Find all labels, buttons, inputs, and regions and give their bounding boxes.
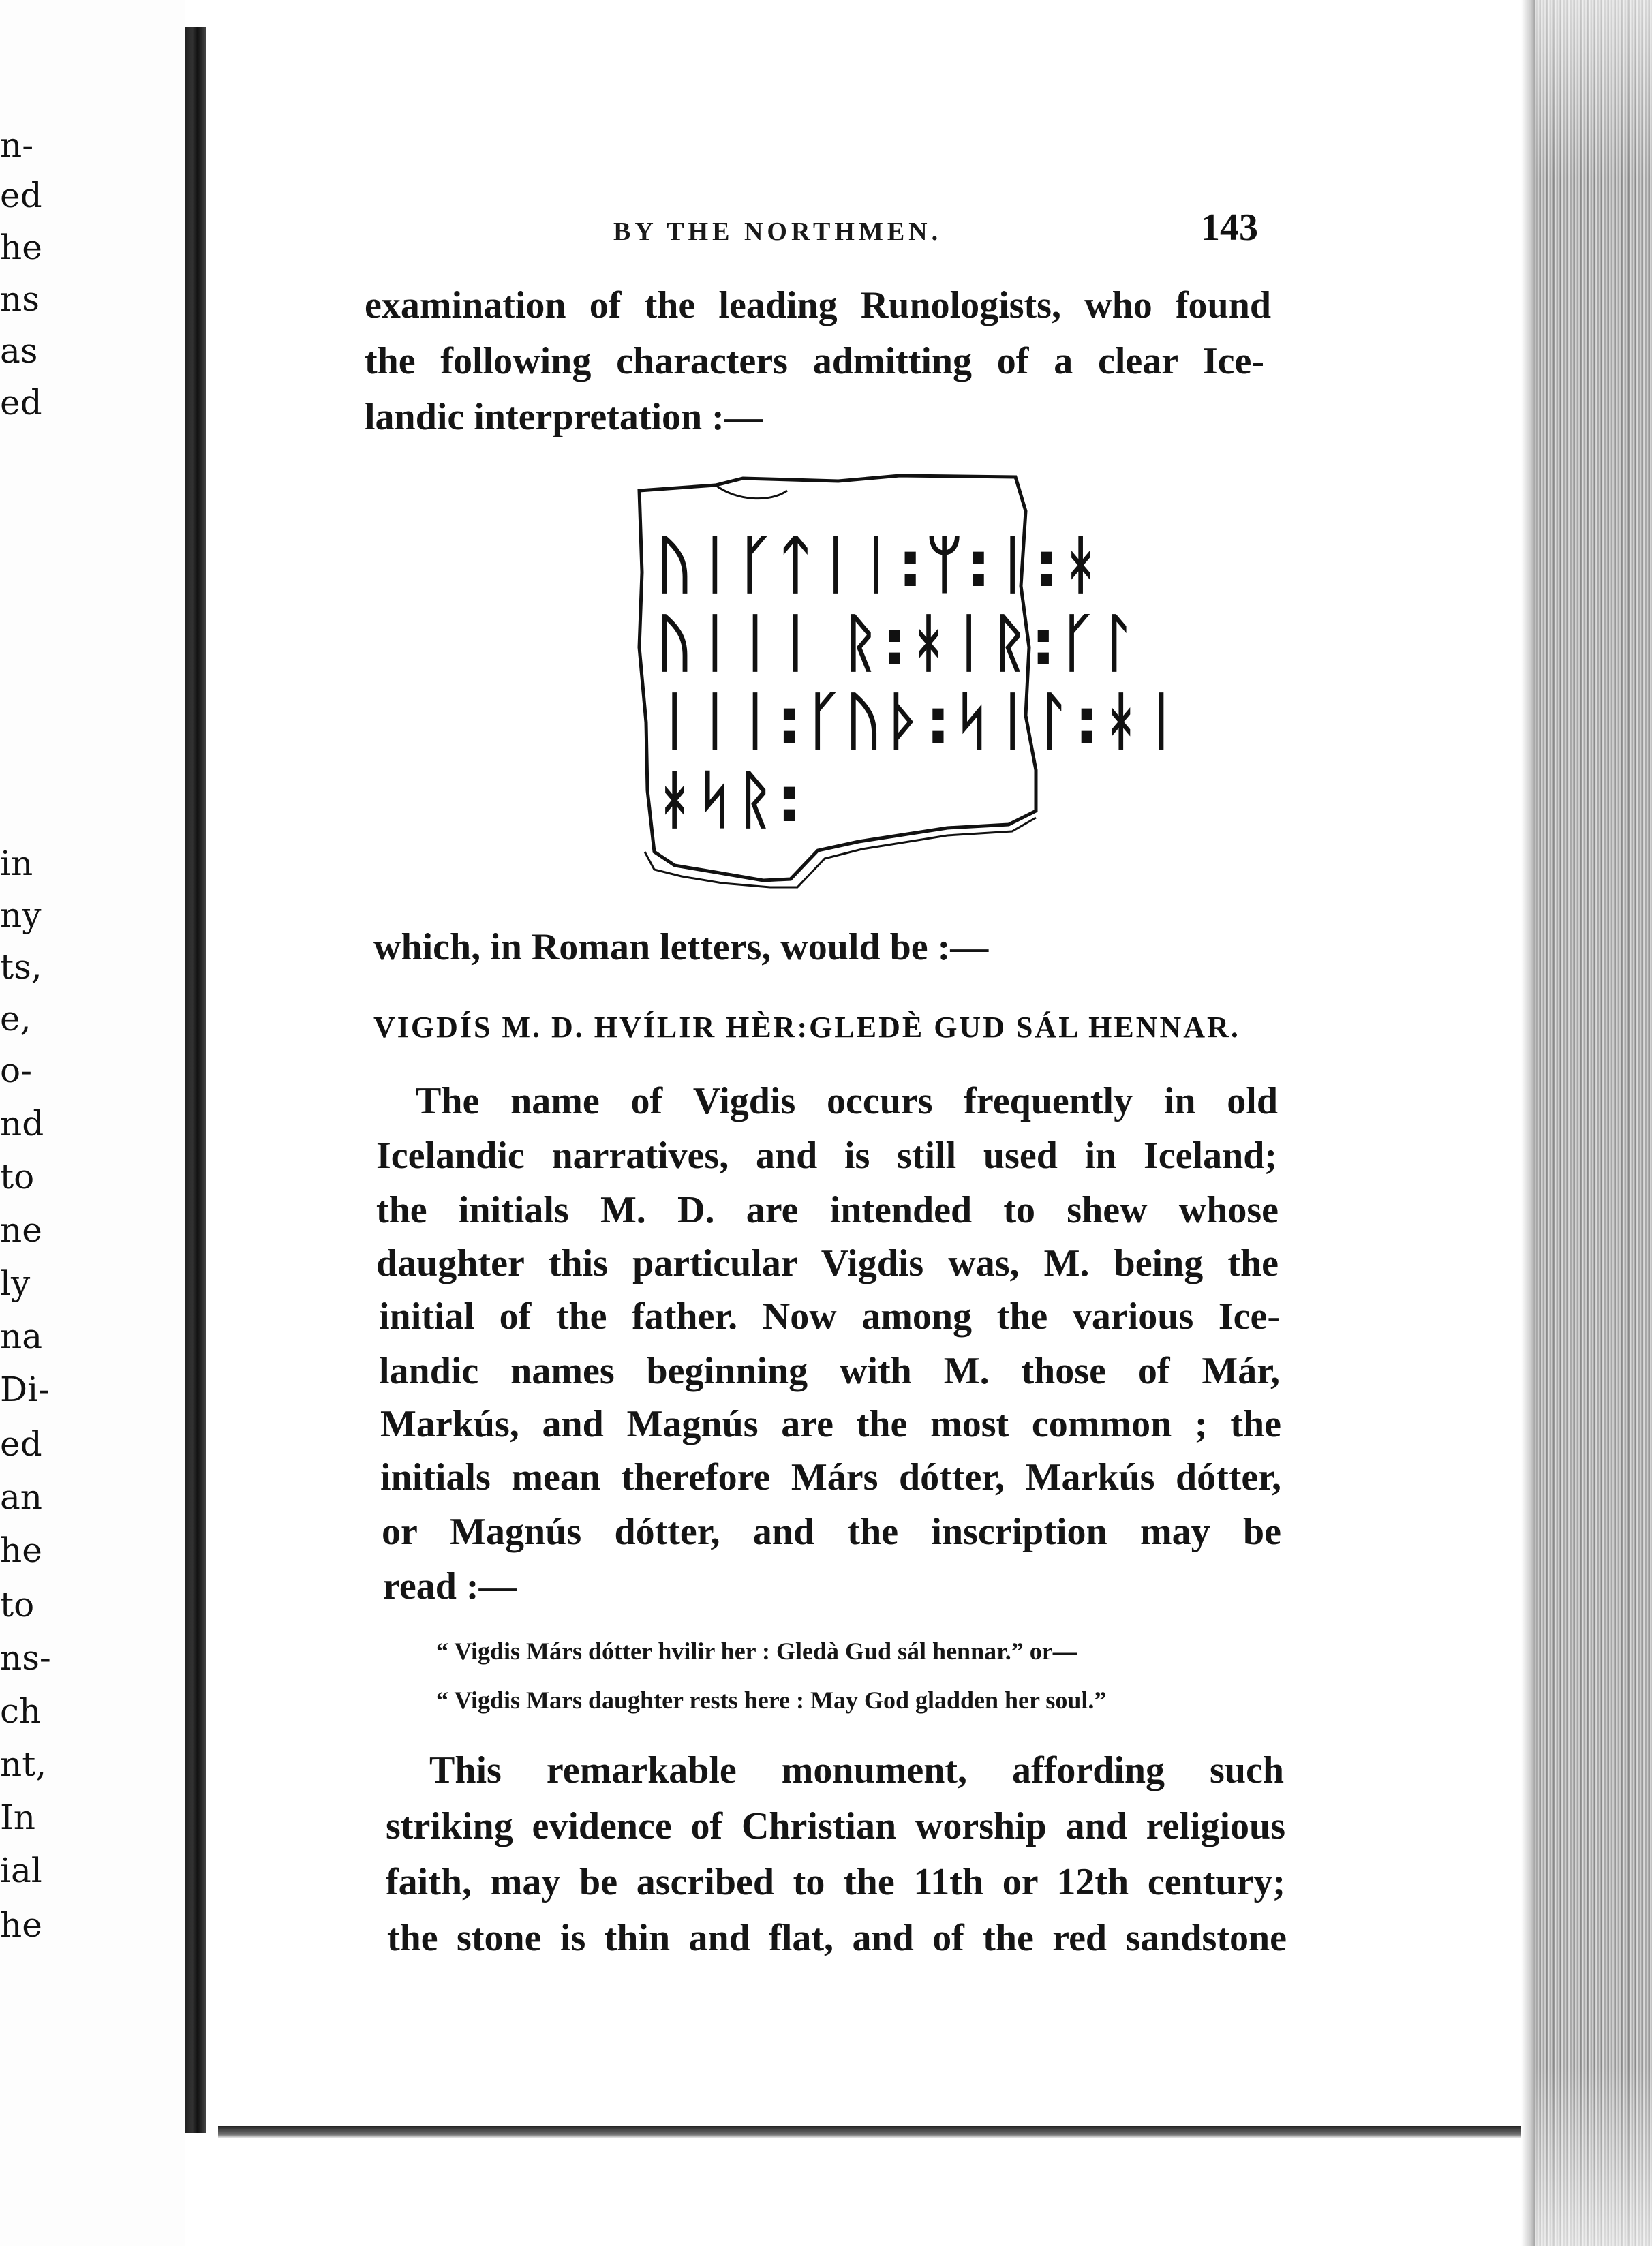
left-page-line: ch (0, 1691, 42, 1731)
left-page-line: he (0, 1530, 42, 1570)
paragraph-line: or Magnús dótter, and the inscription may be (382, 1511, 1281, 1553)
left-page-line: ts, (0, 947, 42, 987)
intro-line: landic interpretation :— (365, 396, 763, 438)
left-page-line: to (0, 1157, 35, 1197)
left-page-line: nd (0, 1104, 44, 1143)
paragraph-line: faith, may be ascribed to the 11th or 12th century; (386, 1861, 1285, 1903)
left-page-fragment (0, 0, 185, 2246)
paragraph-line: daughter this particular Vigdis was, M. being the (376, 1242, 1279, 1284)
rune-line-4: ᚼᛋᚱ: (656, 763, 805, 836)
quote-line: “ Vigdis Mars daughter rests here : May God gladden her soul.” (436, 1687, 1107, 1714)
paragraph-line: initials mean therefore Márs dótter, Markús dótter, (380, 1456, 1281, 1498)
left-page-line: ns (0, 279, 40, 319)
paragraph-line: Icelandic narratives, and is still used in Iceland; (376, 1135, 1277, 1177)
running-title: BY THE NORTHMEN. (613, 217, 943, 246)
paragraph-line: read :— (383, 1565, 517, 1607)
quote-line: “ Vigdis Márs dótter hvilir her : Gledà Gud sál hennar.” or— (436, 1637, 1077, 1665)
paragraph-line: striking evidence of Christian worship and religious (386, 1805, 1285, 1847)
left-page-line: ns- (0, 1638, 51, 1678)
paragraph-line: the stone is thin and flat, and of the red sandstone (387, 1917, 1287, 1959)
left-page-line: na (0, 1317, 43, 1356)
page-edges-highlight (1535, 0, 1652, 2246)
left-page-line: nt, (0, 1744, 47, 1784)
left-page-line: ed (0, 176, 42, 215)
paragraph-line: Markús, and Magnús are the most common ; the (380, 1403, 1281, 1445)
page-bottom-shadow (218, 2126, 1533, 2138)
left-page-line: n- (0, 125, 34, 165)
left-page-line: ed (0, 1424, 42, 1464)
rune-line-2: ᚢᛁᛁᛁ ᚱ:ᚼᛁᚱ:ᚴᛚ (656, 606, 1139, 679)
rune-line-3: ᛁᛁᛁ:ᚴᚢᚦ:ᛋᛁᛚ:ᚼᛁ (656, 685, 1183, 758)
book-gutter (185, 27, 206, 2133)
left-page-line: ed (0, 383, 42, 422)
page-number: 143 (1201, 206, 1258, 249)
left-page-line: to (0, 1585, 35, 1625)
paragraph-line: initial of the father. Now among the various Ice- (379, 1295, 1280, 1338)
intro-line: the following characters admitting of a clear Ice- (365, 340, 1264, 382)
left-page-line: ny (0, 895, 42, 935)
roman-intro: which, in Roman letters, would be :— (373, 926, 989, 968)
rune-stone-drawing (627, 470, 1183, 893)
left-page-line: ne (0, 1210, 42, 1250)
left-page-line: an (0, 1477, 43, 1517)
rune-stone-illustration (627, 470, 1183, 893)
left-page-line: Di- (0, 1370, 50, 1409)
left-page-line: In (0, 1798, 35, 1837)
left-page-line: ly (0, 1263, 31, 1303)
rune-line-1: ᚢᛁᚴᛏᛁᛁ:ᛘ:ᛁ:ᚼ (656, 528, 1103, 601)
roman-transcription: VIGDÍS M. D. HVÍLIR HÈR:GLEDÈ GUD SÁL HENNAR. (373, 1011, 1240, 1044)
intro-line: examination of the leading Runologists, who found (365, 284, 1271, 326)
left-page-line: he (0, 228, 42, 267)
paragraph-line: This remarkable monument, affording such (429, 1749, 1284, 1791)
left-page-line: ial (0, 1851, 42, 1890)
left-page-line: in (0, 844, 33, 883)
left-page-line: e, (0, 999, 31, 1039)
left-page-line: as (0, 331, 38, 371)
left-page-line: he (0, 1905, 42, 1945)
left-page-line: o- (0, 1051, 32, 1090)
paragraph-line: landic names beginning with M. those of Már, (379, 1350, 1280, 1392)
paragraph-line: The name of Vigdis occurs frequently in old (416, 1080, 1278, 1122)
paragraph-line: the initials M. D. are intended to shew whose (376, 1189, 1279, 1231)
